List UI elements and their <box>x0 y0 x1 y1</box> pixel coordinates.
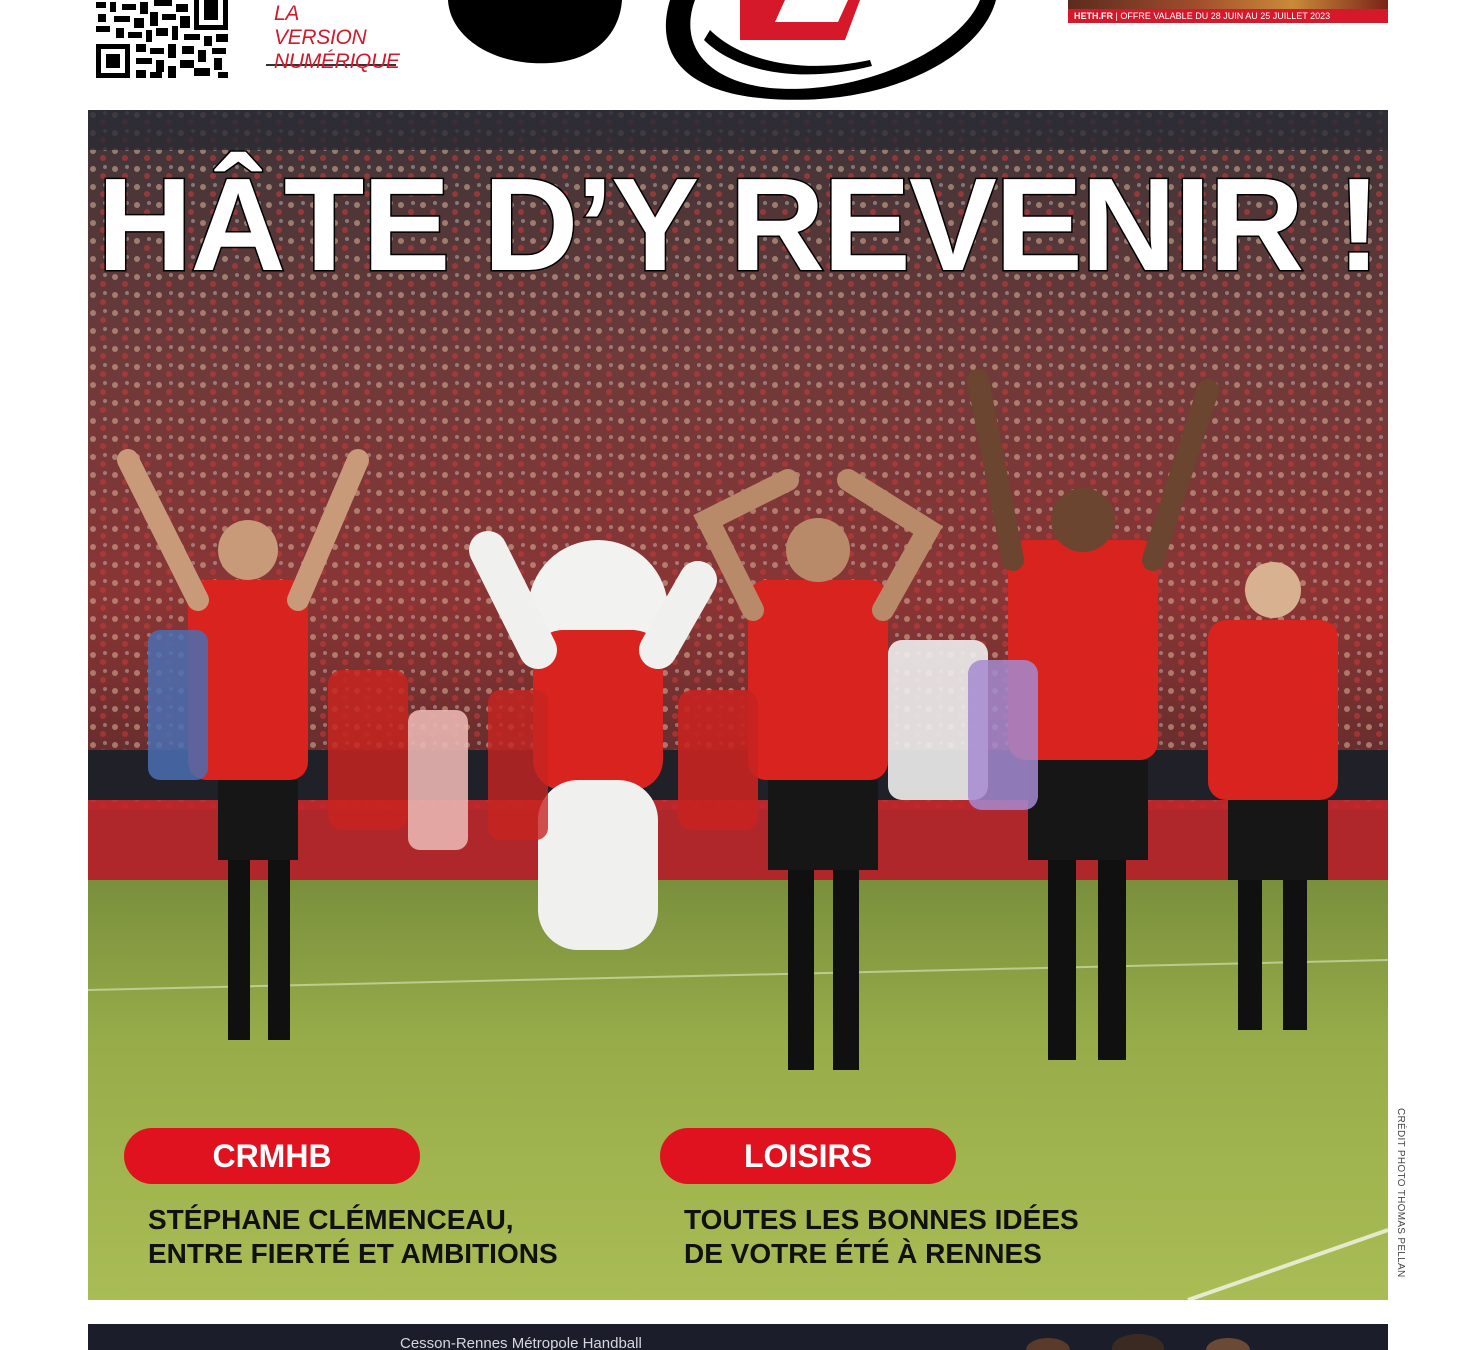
teaser-crmhb[interactable] <box>148 1203 668 1271</box>
teaser-crmhb-line-2: ENTRE FIERTÉ ET AMBITIONS <box>148 1238 558 1269</box>
qr-code[interactable] <box>94 0 230 80</box>
magazine-logo[interactable] <box>440 0 1000 100</box>
digital-line-1: LA VERSION <box>274 2 367 49</box>
bottom-banner[interactable] <box>88 1324 1388 1350</box>
teaser-loisirs-line-2: DE VOTRE ÉTÉ À RENNES <box>684 1238 1042 1269</box>
teaser-loisirs-line-1: TOUTES LES BONNES IDÉES <box>684 1204 1079 1235</box>
cover-photo <box>88 110 1388 1300</box>
tag-crmhb[interactable]: CRMHB <box>124 1128 420 1184</box>
teaser-crmhb-line-1: STÉPHANE CLÉMENCEAU, <box>148 1204 514 1235</box>
tag-loisirs[interactable]: LOISIRS <box>660 1128 956 1184</box>
promo-offer-bar <box>1068 9 1388 23</box>
digital-version-label[interactable] <box>266 2 400 73</box>
cover-headline: HÂTE D’Y REVENIR ! <box>97 151 1379 298</box>
promo-banner[interactable] <box>1068 0 1388 24</box>
photo-credit: CRÉDIT PHOTO THOMAS PELLAN <box>1395 1108 1406 1278</box>
promo-site: HETH.FR <box>1074 11 1113 21</box>
promo-offer-text: | OFFRE VALABLE DU 28 JUIN AU 25 JUILLET 2023 <box>1113 11 1331 21</box>
players-heads-image <box>988 1332 1288 1350</box>
promo-image <box>1068 0 1388 9</box>
bottom-banner-text: Cesson-Rennes Métropole Handball <box>400 1335 642 1350</box>
teaser-loisirs[interactable] <box>684 1203 1204 1271</box>
digital-line-2: NUMÉRIQUE <box>274 50 400 73</box>
